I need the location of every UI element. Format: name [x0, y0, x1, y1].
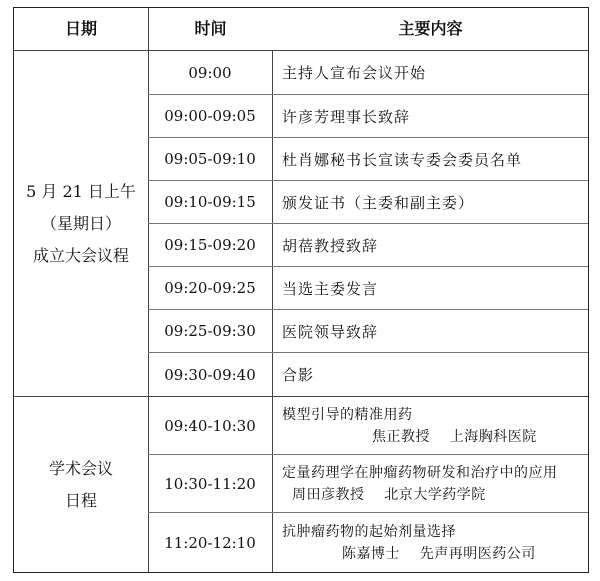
talk-speaker: 焦正教授 上海胸科医院: [372, 428, 537, 445]
header-content: 主要内容: [398, 19, 463, 38]
table-row: [148, 138, 588, 181]
table-row: [148, 224, 588, 267]
time-cell: 09:05-09:10: [148, 138, 273, 180]
date-line: 成立大会议程: [32, 245, 129, 265]
content-cell: 主持人宣布会议开始: [282, 64, 427, 82]
content-cell: [273, 397, 588, 454]
date-cell-opening: [14, 51, 148, 396]
content-cell: 医院领导致辞: [282, 322, 379, 341]
table-row: [148, 397, 588, 455]
talk-topic: 抗肿瘤药物的起始剂量选择: [282, 523, 456, 540]
content-cell: 许彦芳理事长致辞: [282, 107, 411, 126]
table-row: [148, 310, 588, 353]
time-cell: 11:20-12:10: [148, 513, 273, 572]
time-cell: 09:10-09:15: [148, 181, 273, 223]
time-cell: 09:40-10:30: [148, 397, 273, 454]
table-header: [14, 8, 588, 51]
content-cell: [273, 455, 588, 512]
content-cell: [273, 513, 588, 572]
header-date: 日期: [64, 19, 97, 38]
date-line: （星期日）: [40, 213, 121, 233]
time-cell: 09:30-09:40: [148, 353, 273, 396]
time-cell: 09:00: [148, 51, 273, 94]
date-line: 5 月 21 日上午: [26, 181, 136, 201]
table-row: [148, 267, 588, 310]
talk-speaker: 陈嘉博士 先声再明医药公司: [342, 545, 536, 562]
table-row: [148, 513, 588, 572]
content-cell: 当选主委发言: [282, 279, 379, 298]
content-cell: 合影: [282, 366, 315, 384]
time-cell: 09:20-09:25: [148, 267, 273, 309]
time-cell: 10:30-11:20: [148, 455, 273, 512]
agenda-table: [13, 7, 589, 573]
talk-topic: 定量药理学在肿瘤药物研发和治疗中的应用: [282, 464, 558, 481]
date-line: 日程: [64, 490, 97, 510]
header-time: 时间: [194, 19, 227, 38]
table-row: [148, 181, 588, 224]
time-cell: 09:25-09:30: [148, 310, 273, 352]
date-cell-academic: [14, 397, 148, 572]
table-row: [148, 51, 588, 95]
table-row: [148, 353, 588, 396]
time-cell: 09:15-09:20: [148, 224, 273, 266]
content-cell: 颁发证书（主委和副主委）: [282, 193, 475, 212]
table-row: [148, 455, 588, 513]
content-cell: 胡蓓教授致辞: [282, 236, 379, 255]
table-row: [148, 95, 588, 138]
talk-speaker: 周田彦教授 北京大学药学院: [292, 486, 486, 503]
talk-topic: 模型引导的精准用药: [282, 406, 413, 423]
content-cell: 杜肖娜秘书长宣读专委会委员名单: [282, 150, 523, 169]
date-line: 学术会议: [48, 458, 113, 478]
time-cell: 09:00-09:05: [148, 95, 273, 137]
